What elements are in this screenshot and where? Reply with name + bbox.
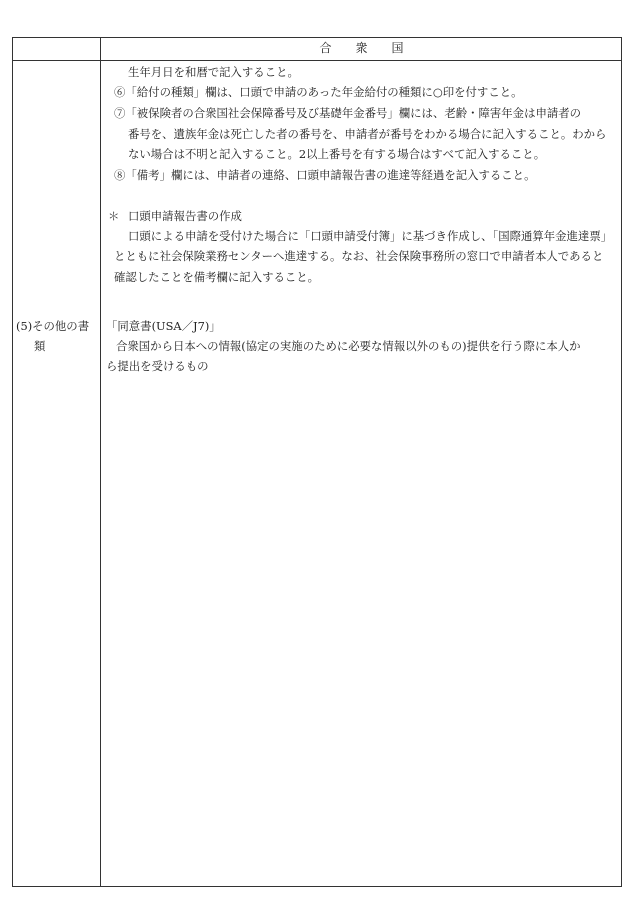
- text-line: 生年月日を和暦で記入すること。: [128, 65, 299, 79]
- text-line: 番号を、遺族年金は死亡した者の番号を、申請者が番号をわかる場合に記入すること。わから: [128, 127, 607, 141]
- text-line: ⑧「備考」欄には、申請者の連絡、口頭申請報告書の進達等経過を記入すること。: [114, 168, 536, 182]
- text-line: 口頭による申請を受付けた場合に「口頭申請受付簿」に基づき作成し、「国際通算年金進達票」: [128, 229, 613, 243]
- left-item-label-cont: 類: [34, 339, 46, 353]
- text-line: とともに社会保険業務センターへ進達する。なお、社会保険事務所の窓口で申請者本人であると: [114, 249, 604, 263]
- text-line: ら提出を受けるもの: [106, 359, 209, 373]
- header-country-title: 合衆国: [319, 41, 428, 55]
- document-table: [12, 37, 622, 887]
- text-line: ない場合は不明と記入すること。2以上番号を有する場合はすべて記入すること。: [128, 147, 546, 161]
- report-heading-mark: ＊: [108, 209, 120, 223]
- report-heading: 口頭申請報告書の作成: [128, 209, 242, 223]
- text-line: 確認したことを備考欄に記入すること。: [114, 270, 320, 284]
- text-line: 合衆国から日本への情報(協定の実施のために必要な情報以外のもの)提供を行う際に本人か: [116, 339, 581, 353]
- text-line: ⑦「被保険者の合衆国社会保障番号及び基礎年金番号」欄には、老齢・障害年金は申請者の: [114, 106, 582, 120]
- left-item-label: (5)その他の書: [16, 319, 90, 333]
- column-divider: [100, 37, 101, 887]
- header-divider: [12, 60, 622, 61]
- text-line: ⑥「給付の種類」欄は、口頭で申請のあった年金給付の種類に○印を付すこと。: [114, 85, 523, 99]
- consent-title: 「同意書(USA／J7)」: [106, 319, 221, 333]
